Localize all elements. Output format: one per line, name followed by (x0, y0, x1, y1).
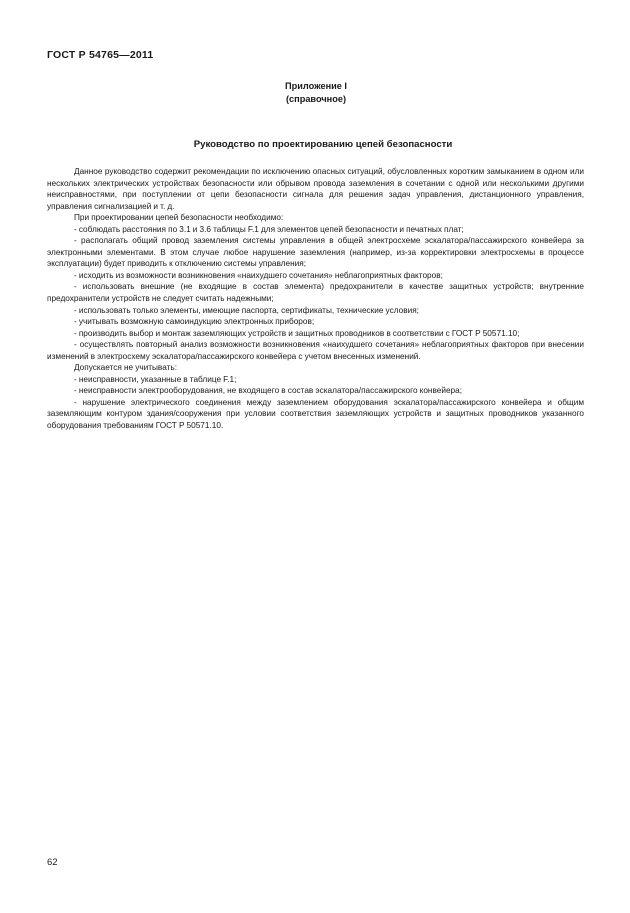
appendix-heading (0, 80, 630, 106)
page-number: 62 (47, 857, 58, 868)
paragraph: Допускается не учитывать: (74, 363, 177, 373)
list-item: - учитывать возможную самоиндукцию электронных приборов; (74, 317, 315, 327)
list-item: - осуществлять повторный анализ возможности возникновения «наихудшего сочетания» неблагоприятных факторов при внесении изменений в электросхему эскалатора/пассажирского конвейера с учетом внесенных изменений. (47, 340, 584, 361)
appendix-subtitle: (справочное) (285, 94, 346, 104)
list-item: - неисправности электрооборудования, не входящего в состав эскалатора/пассажирского конвейера; (74, 386, 463, 396)
list-item: - производить выбор и монтаж заземляющих устройств и защитных проводников в соответствии с ГОСТ Р 50571.10; (74, 328, 520, 338)
list-item: - использовать внешние (не входящие в состав элемента) предохранители в качестве защитных устройств; внутренние предохранители устройств не следует считать надежными; (47, 282, 584, 304)
appendix-title: Приложение I (285, 81, 347, 91)
list-item: - располагать общий провод заземления системы управления в общей электросхеме эскалатора/пассажирского конвейера за электронными элементами. В этом случае любое нарушение заземления (например, из-за корректировки электросхемы в процессе эксплуатации) будет приводить к отключению системы управления; (47, 236, 584, 269)
document-header: ГОСТ Р 54765—2011 (47, 49, 154, 61)
list-item: - соблюдать расстояния по 3.1 и 3.6 таблицы F.1 для элементов цепей безопасности и печатных плат; (74, 224, 464, 234)
section-title: Руководство по проектированию цепей безопасности (193, 139, 453, 150)
list-item: - исходить из возможности возникновения «наихудшего сочетания» неблагоприятных факторов; (74, 270, 443, 280)
paragraph: Данное руководство содержит рекомендации по исключению опасных ситуаций, обусловленных коротким замыканием в одном или нескольких электрических устройствах безопасности или обрывом провода заземления в сочетании с одной или несколькими другими неисправностями, при поступлении от цепи безопасности сигнала для решения задач управления, дистанционного управления, управления сигнализацией и т. д. (47, 167, 584, 211)
list-item: - использовать только элементы, имеющие паспорта, сертификаты, технические условия; (74, 305, 419, 315)
list-item: - нарушение электрического соединения между заземлением оборудования эскалатора/пассажирского конвейера и общим заземляющим контуром здания/сооружения при условии соответствия заземляющих устройств и защитных проводников указанного оборудования требованиям ГОСТ Р 50571.10. (47, 397, 584, 431)
list-item: - неисправности, указанные в таблице F.1; (74, 374, 237, 384)
body-text (47, 166, 584, 432)
paragraph: При проектировании цепей безопасности необходимо: (74, 213, 284, 223)
